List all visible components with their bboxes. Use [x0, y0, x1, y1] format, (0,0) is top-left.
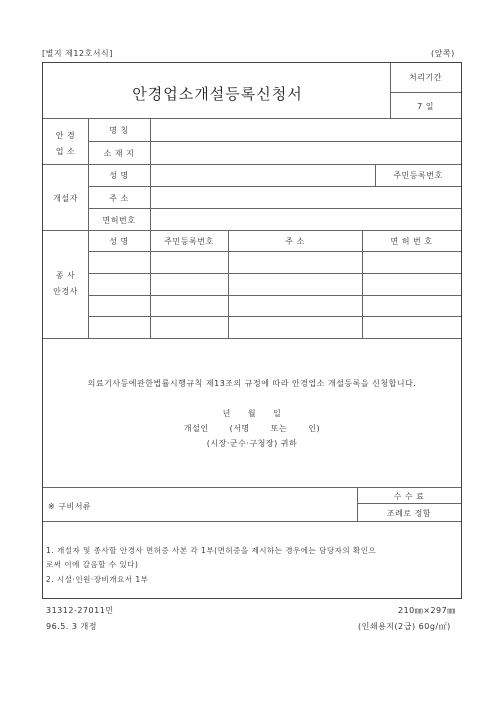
- founder-address-label: 주 소: [109, 194, 129, 203]
- founder-name-label: 성 명: [109, 171, 129, 180]
- page-side: (앞쪽): [431, 49, 455, 58]
- staff-row[interactable]: [89, 252, 461, 273]
- processing-period-value: 7 일: [417, 102, 434, 111]
- statement-recipient: (시장·군수·구청장) 귀하: [206, 439, 298, 448]
- staff-col-name: 성 명: [109, 237, 129, 246]
- fee-label: 수 수 료: [393, 492, 425, 501]
- founder-license-field[interactable]: [151, 209, 461, 230]
- revision-date: 96.5. 3 개정: [46, 622, 97, 631]
- statement-applicant: 개설인 (서명 또는 인): [183, 424, 321, 433]
- staff-section-label: 종 사 안경사: [53, 271, 78, 296]
- founder-id-label: 주민등록번호: [393, 171, 443, 180]
- business-name-field[interactable]: [151, 119, 461, 141]
- document-item-2: 2. 시설·인원·장비개요서 1부: [46, 575, 149, 584]
- form-title: 안경업소개설등록신청서: [132, 85, 303, 103]
- staff-col-license: 면 허 번 호: [390, 237, 433, 246]
- paper-size: 210㎜×297㎜: [398, 606, 456, 615]
- paper-spec: (인쇄용지(2급) 60g/㎡): [358, 622, 451, 631]
- staff-row[interactable]: [89, 296, 461, 316]
- founder-name-field[interactable]: [151, 165, 375, 186]
- staff-col-address: 주 소: [285, 237, 305, 246]
- fee-value: 조례로 정함: [386, 509, 432, 518]
- document-item-1: 1. 개설자 및 종사할 안경사 면허증 사본 각 1부(면허증을 제시하는 경우에는 담당자의 확인으: [46, 546, 377, 555]
- business-section-label: 안 경 업 소: [55, 131, 76, 156]
- founder-section-label: 개설자: [53, 194, 78, 203]
- business-address-label: 소 재 지: [103, 149, 135, 158]
- form-code: 31312-27011민: [46, 606, 114, 615]
- statement-date: 년 월 일: [222, 409, 282, 418]
- business-name-label: 명 칭: [109, 126, 129, 135]
- staff-row[interactable]: [89, 317, 461, 338]
- founder-address-field[interactable]: [151, 187, 461, 208]
- documents-label: ※ 구비서류: [48, 502, 92, 511]
- document-item-1-cont: 로써 이에 갈음할 수 있다): [46, 560, 139, 569]
- form-number: [별지 제12호서식]: [42, 49, 113, 58]
- founder-license-label: 면허번호: [102, 216, 136, 225]
- business-address-field[interactable]: [151, 142, 461, 164]
- statement-text: 의료기사등에관한법률시행규칙 제13조의 규정에 따라 안경업소 개설등록을 신청합니다.: [87, 379, 417, 388]
- staff-col-id: 주민등록번호: [164, 237, 214, 246]
- staff-row[interactable]: [89, 274, 461, 295]
- processing-period-label: 처리기간: [409, 73, 442, 82]
